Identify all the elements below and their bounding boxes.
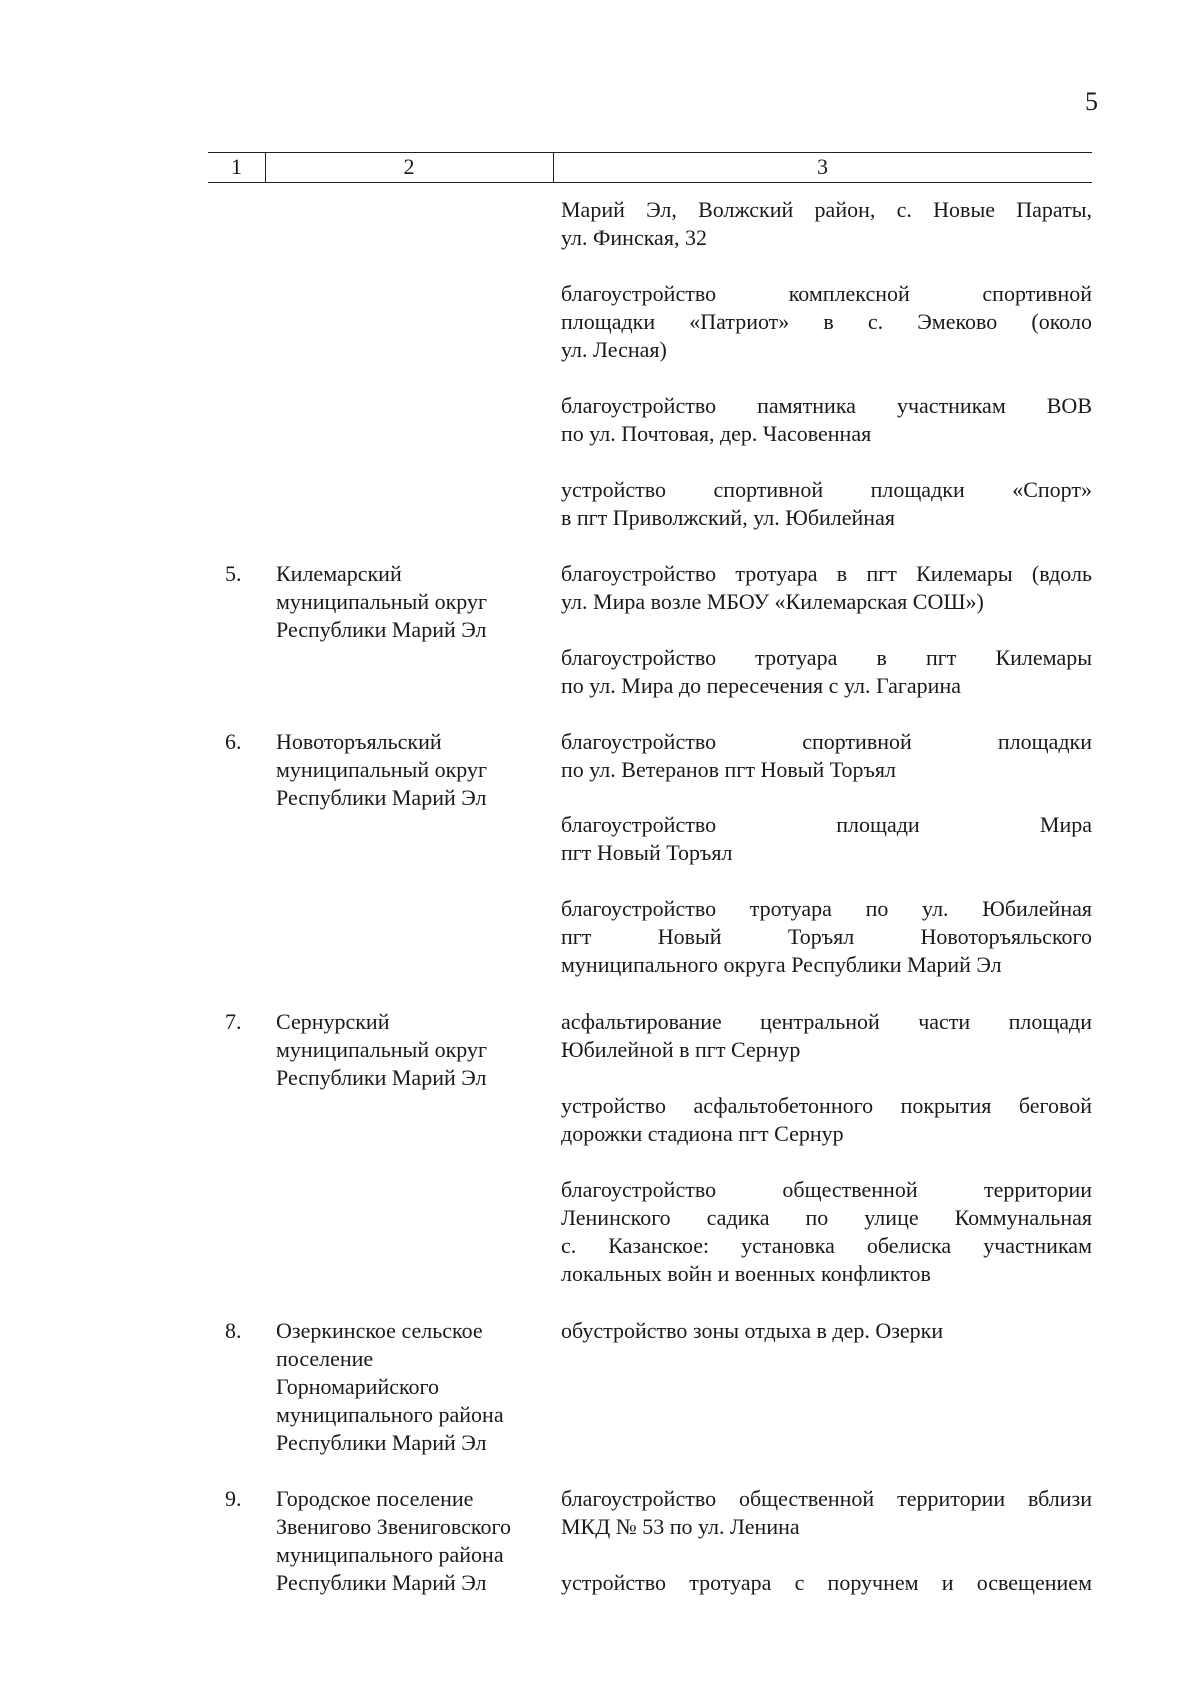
description-line: площадки «Патриот» в с. Эмеково (около	[561, 309, 1092, 334]
project-description	[561, 392, 1092, 448]
header-bottom-rule	[208, 182, 1092, 183]
description-line: благоустройство комплексной спортивной	[561, 281, 1092, 306]
description-line: Ленинского садика по улице Коммунальная	[561, 1205, 1092, 1230]
description-line: устройство спортивной площадки «Спорт»	[561, 477, 1092, 502]
municipality-name-line: Городское поселение	[276, 1486, 474, 1511]
description-line: благоустройство общественной территории вблизи	[561, 1486, 1092, 1511]
description-line: благоустройство площади Мира	[561, 812, 1092, 837]
description-line: в пгт Приволжский, ул. Юбилейная	[561, 505, 895, 530]
description-line: по ул. Ветеранов пгт Новый Торъял	[561, 757, 897, 782]
row-number: 6.	[225, 729, 242, 754]
description-line: Марий Эл, Волжский район, с. Новые Параты,	[561, 197, 1092, 222]
project-description	[561, 1092, 1092, 1148]
project-description	[561, 1008, 1092, 1064]
description-line: благоустройство общественной территории	[561, 1177, 1092, 1202]
row-number: 8.	[225, 1318, 242, 1343]
description-line: благоустройство тротуара по ул. Юбилейная	[561, 896, 1092, 921]
row-number: 9.	[225, 1486, 242, 1511]
municipality-name-line: муниципального района	[276, 1542, 504, 1567]
description-line: Юбилейной в пгт Сернур	[561, 1037, 801, 1062]
header-col-2: 2	[403, 154, 415, 179]
description-line: дорожки стадиона пгт Сернур	[561, 1121, 844, 1146]
row-number: 5.	[225, 561, 242, 586]
project-description	[561, 476, 1092, 532]
row-number: 7.	[225, 1009, 242, 1034]
municipality-name-line: поселение	[276, 1346, 374, 1371]
project-description	[561, 811, 1092, 867]
description-line: с. Казанское: установка обелиска участникам	[561, 1233, 1092, 1258]
project-description	[561, 1176, 1092, 1288]
description-line: обустройство зоны отдыха в дер. Озерки	[561, 1318, 944, 1343]
municipality-name-line: муниципальный округ	[276, 757, 488, 782]
description-line: ул. Мира возле МБОУ «Килемарская СОШ»)	[561, 589, 984, 614]
municipality-name-line: Республики Марий Эл	[276, 1065, 487, 1090]
description-line: ул. Финская, 32	[561, 225, 707, 250]
project-description	[561, 560, 1092, 616]
description-line: устройство тротуара с поручнем и освещением	[561, 1570, 1092, 1595]
municipality-name-line: Сернурский	[276, 1009, 390, 1034]
municipality-name-line: муниципального района	[276, 1402, 504, 1427]
description-line: по ул. Мира до пересечения с ул. Гагарина	[561, 673, 961, 698]
municipality-name-line: Республики Марий Эл	[276, 617, 487, 642]
municipality-name-line: муниципальный округ	[276, 589, 488, 614]
description-line: по ул. Почтовая, дер. Часовенная	[561, 421, 872, 446]
header-top-rule	[208, 152, 1092, 153]
table-header	[208, 152, 1092, 182]
municipality-name-line: Новоторъяльский	[276, 729, 442, 754]
municipality-name-line: Республики Марий Эл	[276, 1430, 487, 1455]
municipality-name-line: Республики Марий Эл	[276, 1570, 487, 1595]
project-description	[561, 728, 1092, 784]
description-line: благоустройство спортивной площадки	[561, 729, 1092, 754]
description-line: благоустройство памятника участникам ВОВ	[561, 393, 1092, 418]
municipality-name-line: Республики Марий Эл	[276, 785, 487, 810]
page-number: 5	[1085, 87, 1098, 116]
description-line: МКД № 53 по ул. Ленина	[561, 1514, 800, 1539]
description-line: муниципального округа Республики Марий Эл	[561, 952, 1002, 977]
municipality-name-line: Горномарийского	[276, 1374, 440, 1399]
project-description	[561, 644, 1092, 700]
project-description	[561, 1569, 1092, 1597]
description-line: асфальтирование центральной части площади	[561, 1009, 1092, 1034]
municipality-name-line: Озеркинское сельское	[276, 1318, 483, 1343]
header-col-3: 3	[817, 154, 828, 179]
project-description	[561, 280, 1092, 364]
project-description	[561, 1485, 1092, 1541]
description-line: локальных войн и военных конфликтов	[561, 1261, 931, 1286]
description-line: ул. Лесная)	[561, 337, 667, 362]
description-line: благоустройство тротуара в пгт Килемары	[561, 645, 1092, 670]
description-line: пгт Новый Торъял	[561, 840, 733, 865]
project-description	[561, 1317, 1092, 1345]
municipality-name-line: муниципальный округ	[276, 1037, 488, 1062]
description-line: устройство асфальтобетонного покрытия беговой	[561, 1093, 1092, 1118]
project-description	[561, 196, 1092, 252]
description-line: благоустройство тротуара в пгт Килемары (вдоль	[561, 561, 1092, 586]
municipality-name-line: Звенигово Звениговского	[276, 1514, 511, 1539]
project-description	[561, 895, 1092, 979]
header-col-1: 1	[231, 154, 242, 179]
municipality-name-line: Килемарский	[276, 561, 402, 586]
description-line: пгт Новый Торъял Новоторъяльского	[561, 924, 1092, 949]
